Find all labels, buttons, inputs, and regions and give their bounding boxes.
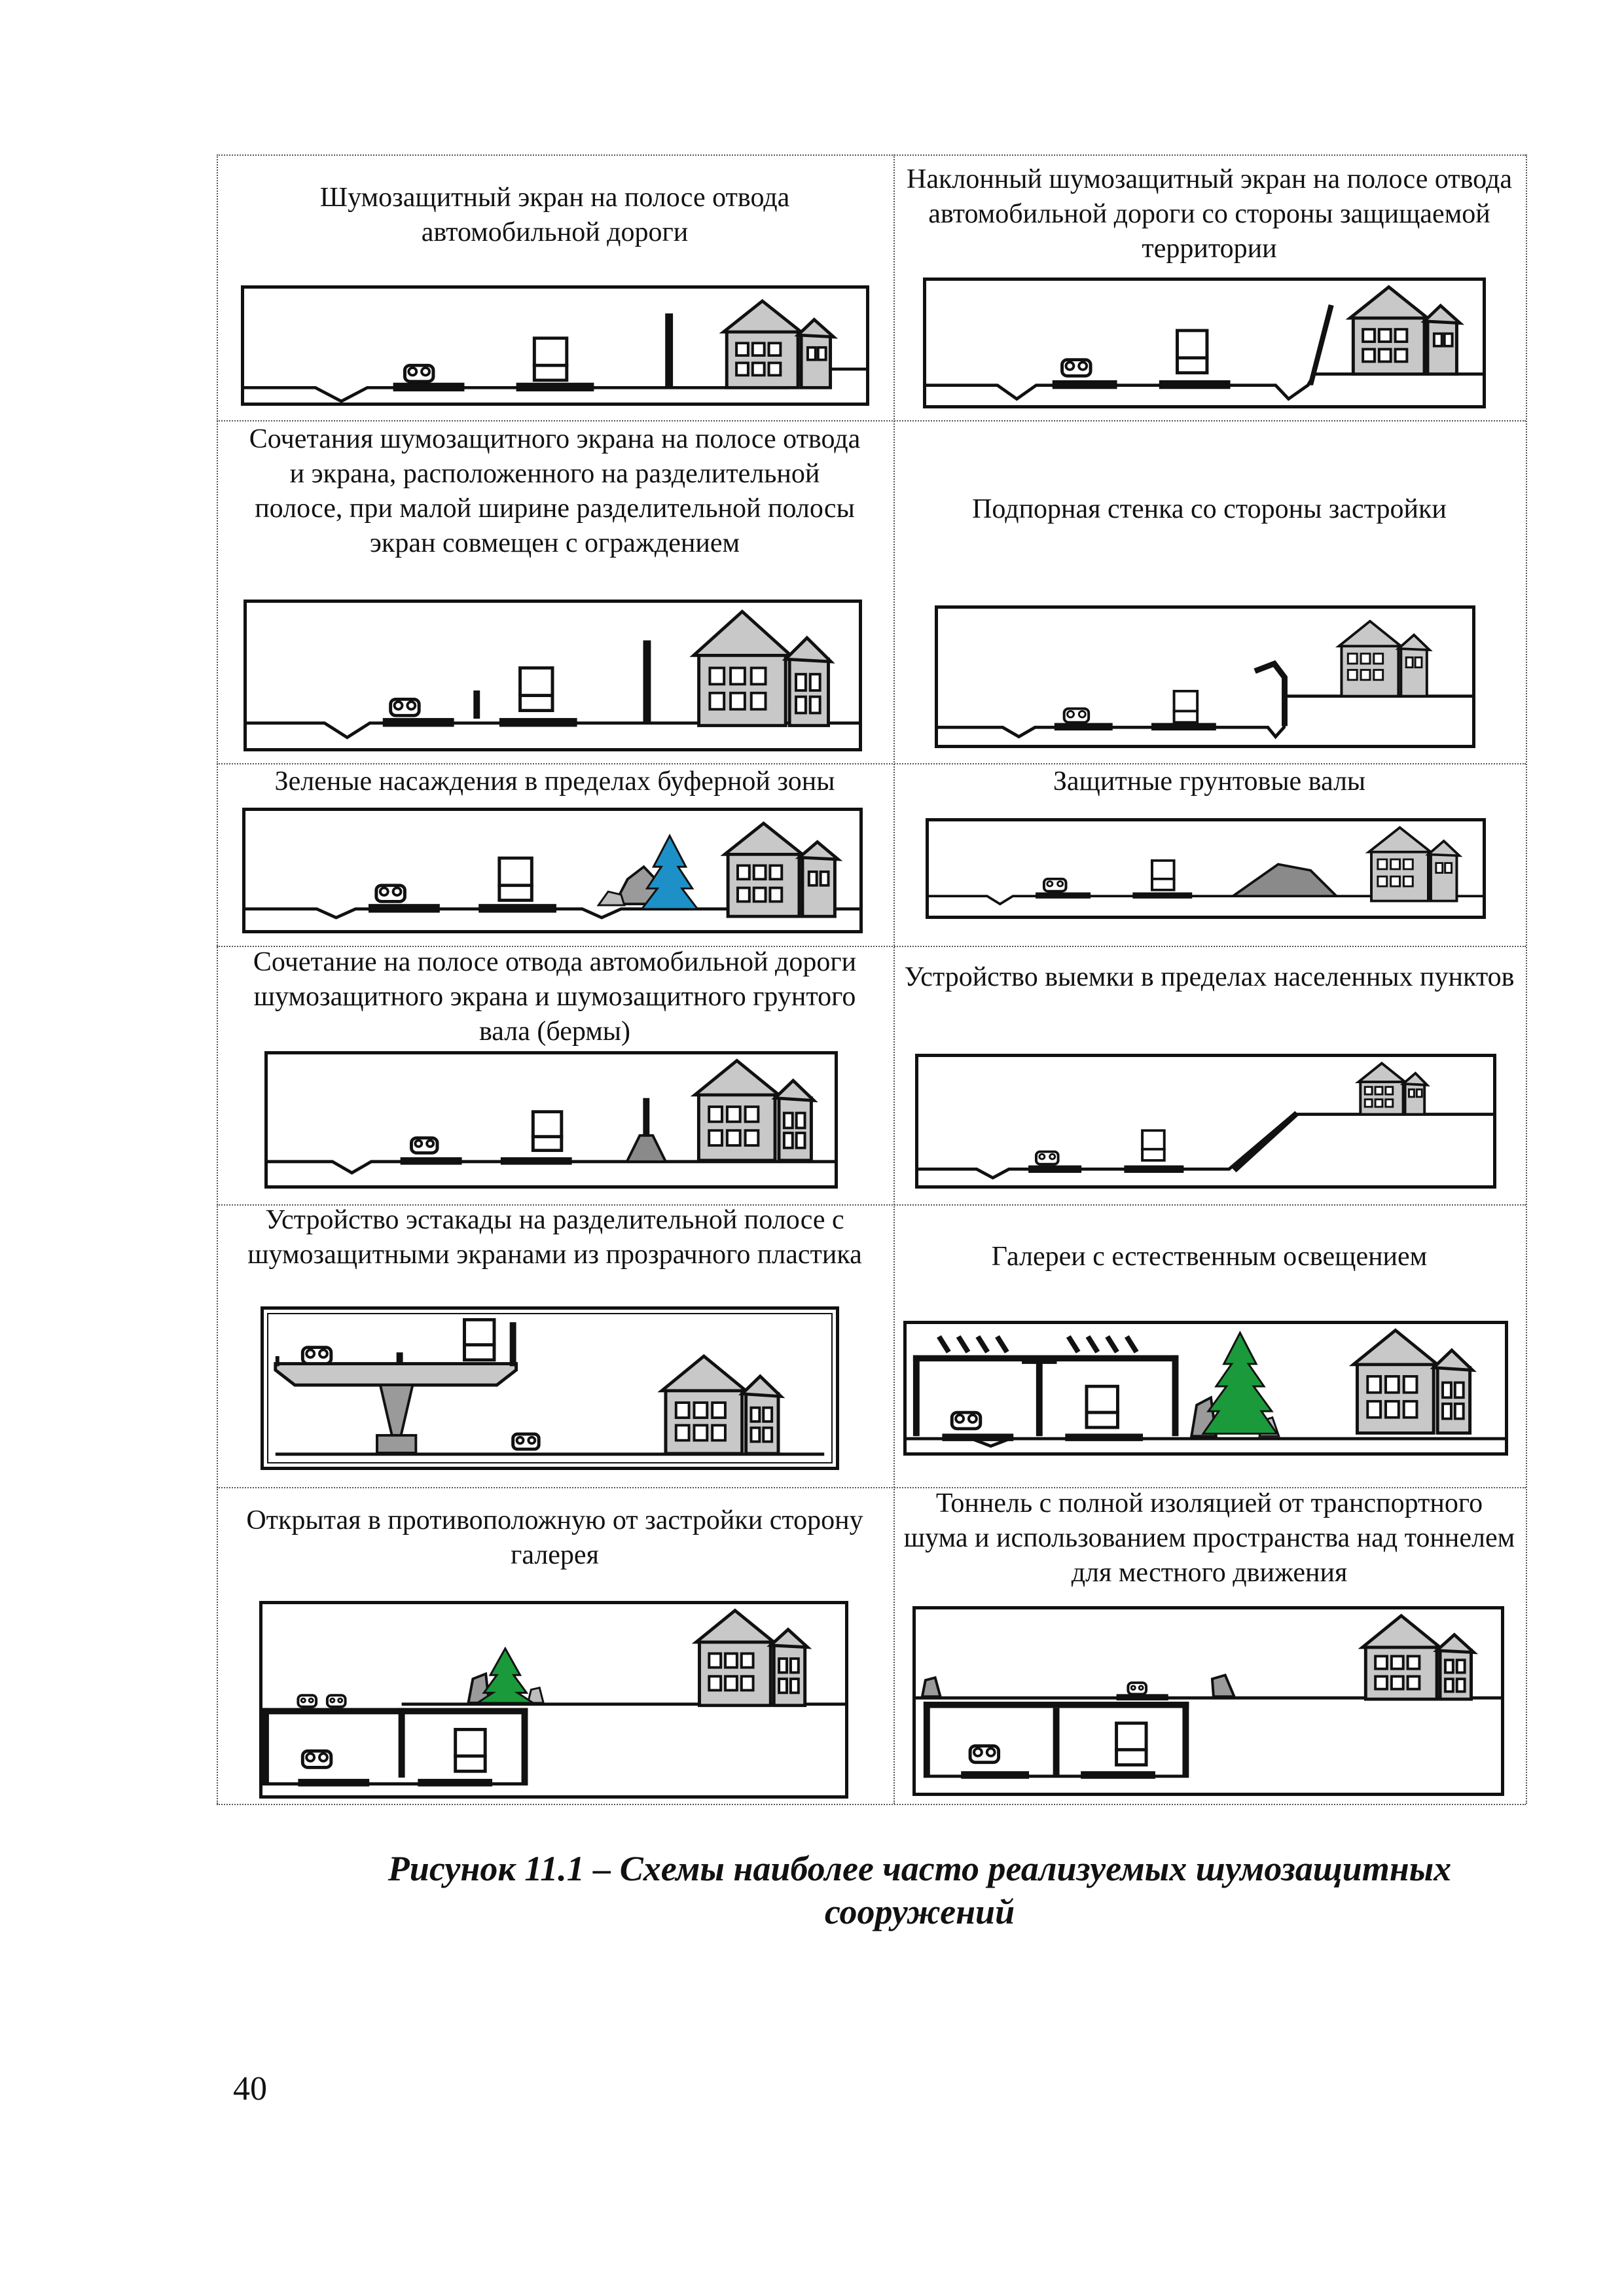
scheme-open-gallery	[259, 1601, 848, 1799]
cell-title: Защитные грунтовые валы	[1053, 766, 1366, 797]
cell-title: Сочетания шумозащитного экрана на полосе отвода и экрана, расположенного на разделительной полосе, при малой ширине разделительной полосы экран совмещен с ограждением	[249, 424, 861, 558]
cell-title: Устройство эстакады на разделительной полосе с шумозащитными экранами из прозрачного пластика	[247, 1205, 862, 1270]
scheme-green-buffer	[242, 808, 863, 933]
scheme-cutting	[915, 1054, 1496, 1189]
figure-caption: Рисунок 11.1 – Схемы наиболее часто реализуемых шумозащитных сооружений	[388, 1849, 1452, 1931]
scheme-screen-and-berm	[264, 1051, 838, 1189]
page-number: 40	[233, 2070, 267, 2108]
scheme-overpass	[261, 1306, 839, 1470]
cell-title: Зеленые насаждения в пределах буферной зоны	[274, 766, 835, 797]
table-border-left	[217, 154, 218, 1804]
scheme-inclined-screen	[923, 278, 1486, 408]
scheme-gallery-natural-light	[903, 1321, 1508, 1456]
cell-title: Открытая в противоположную от застройки сторону галерея	[246, 1505, 863, 1570]
cell-title: Тоннель с полной изоляцией от транспортного шума и использованием пространства над тоннелем для местного движения	[903, 1488, 1515, 1588]
scheme-earth-berms	[926, 818, 1486, 919]
row-divider	[217, 420, 1526, 422]
table-border-right	[1526, 154, 1527, 1804]
scheme-retaining-wall	[935, 605, 1475, 748]
table-border-top	[217, 154, 1526, 156]
cell-title: Шумозащитный экран на полосе отвода автомобильной дороги	[319, 183, 790, 247]
cell-title: Галереи с естественным освещением	[991, 1242, 1428, 1272]
scheme-tunnel	[912, 1606, 1504, 1796]
cell-title: Подпорная стенка со стороны застройки	[972, 494, 1447, 524]
scheme-combined-screens	[244, 600, 862, 751]
cell-title: Устройство выемки в пределах населенных пунктов	[904, 962, 1515, 992]
scheme-roadside-screen	[241, 285, 869, 406]
column-divider	[893, 154, 895, 1804]
cell-title: Наклонный шумозащитный экран на полосе отвода автомобильной дороги со стороны защищаемой территории	[907, 164, 1512, 264]
table-border-bottom	[217, 1804, 1526, 1805]
cell-title: Сочетание на полосе отвода автомобильной дороги шумозащитного экрана и шумозащитного грунтого вала (бермы)	[253, 947, 857, 1047]
